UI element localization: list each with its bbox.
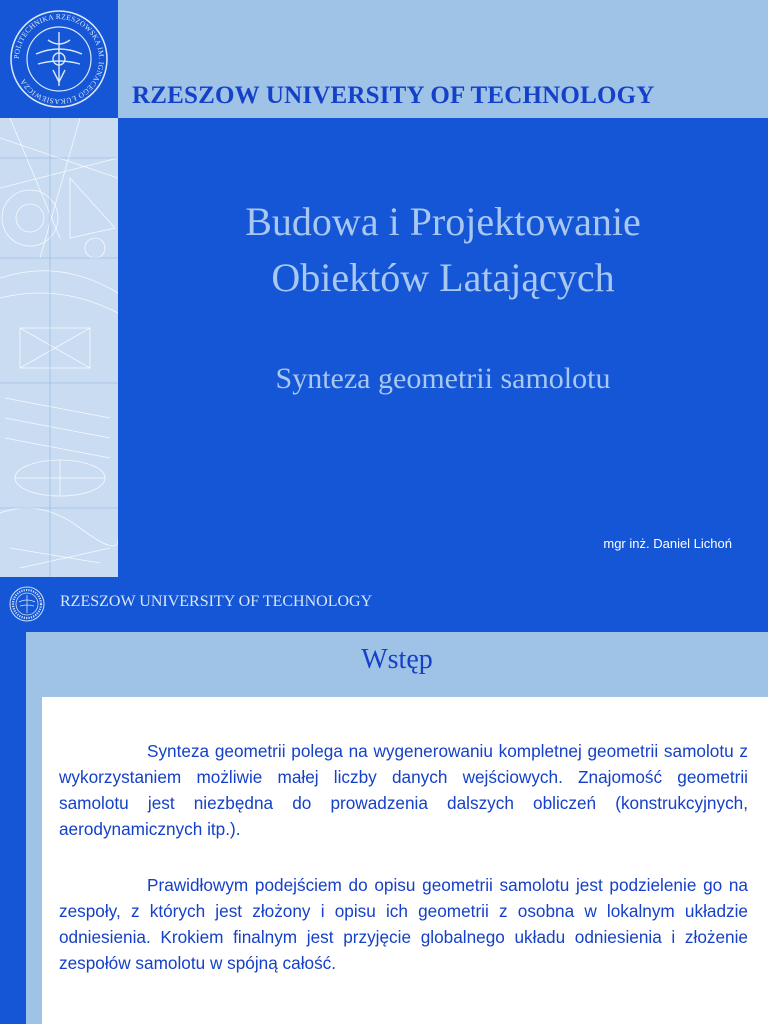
slide-title-line1: Budowa i Projektowanie [245, 199, 641, 244]
slide-title-line2: Obiektów Latających [271, 255, 615, 300]
paragraph: Synteza geometrii polega na wygenerowaniu kompletnej geometrii samolotu z wykorzystaniem możliwie małej liczby danych wejściowych. Znajomość geometrii samolotu jest niezbędna do prowadzenia dalszych obliczeń (konstrukcyjnych, aerodynamicznych itp.). [59, 741, 748, 839]
author-name: mgr inż. Daniel Lichoń [603, 536, 732, 551]
university-seal-small-icon [8, 585, 46, 623]
slide-title [118, 194, 768, 306]
section-title: Wstęp [361, 644, 433, 675]
text-box [42, 697, 768, 1024]
intro-slide [0, 577, 768, 1024]
university-name-header-small: RZESZOW UNIVERSITY OF TECHNOLOGY [60, 593, 373, 610]
title-panel [118, 118, 768, 577]
seal-text: POLITECHNIKA RZESZOWSKA IM. IGNACEGO ŁUKASIEWICZA [11, 11, 107, 107]
content-area [26, 632, 768, 1024]
university-name-header: RZESZOW UNIVERSITY OF TECHNOLOGY [132, 82, 655, 109]
slide-subtitle: Synteza geometrii samolotu [275, 362, 611, 395]
paragraph: Prawidłowym podejściem do opisu geometrii samolotu jest podzielenie go na zespoły, z których jest złożony i opisu ich geometrii z osobna w lokalnym układzie odniesienia. Krokiem finalnym jest przyjęcie globalnego układu odniesienia i złożenie zespołów samolotu w spójną całość. [59, 875, 748, 973]
blueprint-decoration [0, 118, 118, 577]
logo-panel [0, 0, 118, 118]
aircraft-blueprint-icon [0, 118, 118, 577]
university-seal-icon [8, 8, 110, 110]
